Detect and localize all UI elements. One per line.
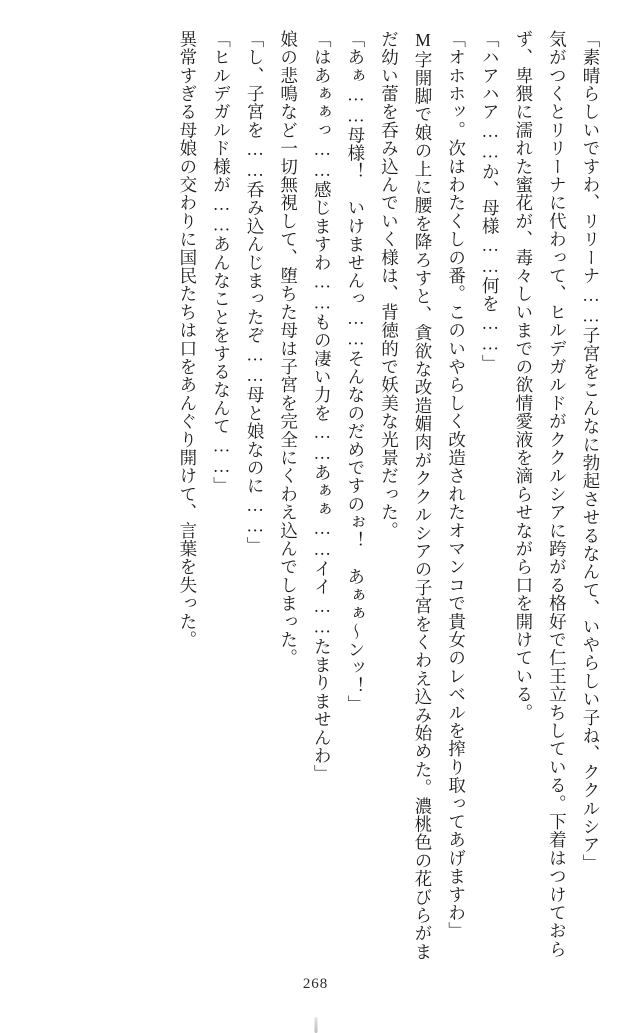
paragraph: M字開脚で娘の上に腰を降ろすと、貪欲な改造媚肉がククルシアの子宮をくわえ込み始めた。濃桃色の花びらがまだ幼い蕾を呑み込んでいく様は、背徳的で妖美な光景だった。 [379, 30, 434, 961]
vertical-body-text [28, 30, 607, 973]
paragraph: 娘の悲鳴など一切無視して、堕ちた母は子宮を完全にくわえ込んでしまった。 [278, 30, 299, 667]
paragraph: 「し、子宮を……呑み込んじまったぞ……母と娘なのに……」 [245, 30, 266, 555]
paragraph: 「あぁ……母様！ いけませんっ……そんなのだめですのぉ！ あぁぁ〜ンッ！」 [345, 30, 366, 714]
spine-mark [314, 1017, 317, 1033]
paragraph: 「オホホッ。次はわたくしの番。このいやらしく改造されたオマンコで貴女のレベルを搾り取ってあげますわ」 [446, 30, 467, 940]
paragraph: 「素晴らしいですわ、リリーナ……子宮をこんなに勃起させるなんて、いやらしい子ね、ククルシア」 [581, 30, 601, 873]
paragraph: 「ヒルデガルド様が……あんなことをするなんて……」 [211, 30, 232, 495]
paragraph: 気がつくとリリーナに代わって、ヒルデガルドがククルシアに跨がる格好で仁王立ちしている。下着はつけておらず、卑猥に濡れた蜜花が、毒々しいまでの欲情愛液を滴らせながら口を開けている。 [513, 30, 568, 959]
paragraph: 「ハアハア……か、母様……何を……」 [480, 30, 501, 373]
page-number: 268 [302, 976, 329, 992]
paragraph: 「はあぁぁっ……感じますわ……もの凄い力を……あぁぁ……イイ……たまりませんわ」 [312, 30, 333, 783]
paragraph: 異常すぎる母娘の交わりに国民たちは口をあんぐり開けて、言葉を失った。 [177, 30, 198, 649]
